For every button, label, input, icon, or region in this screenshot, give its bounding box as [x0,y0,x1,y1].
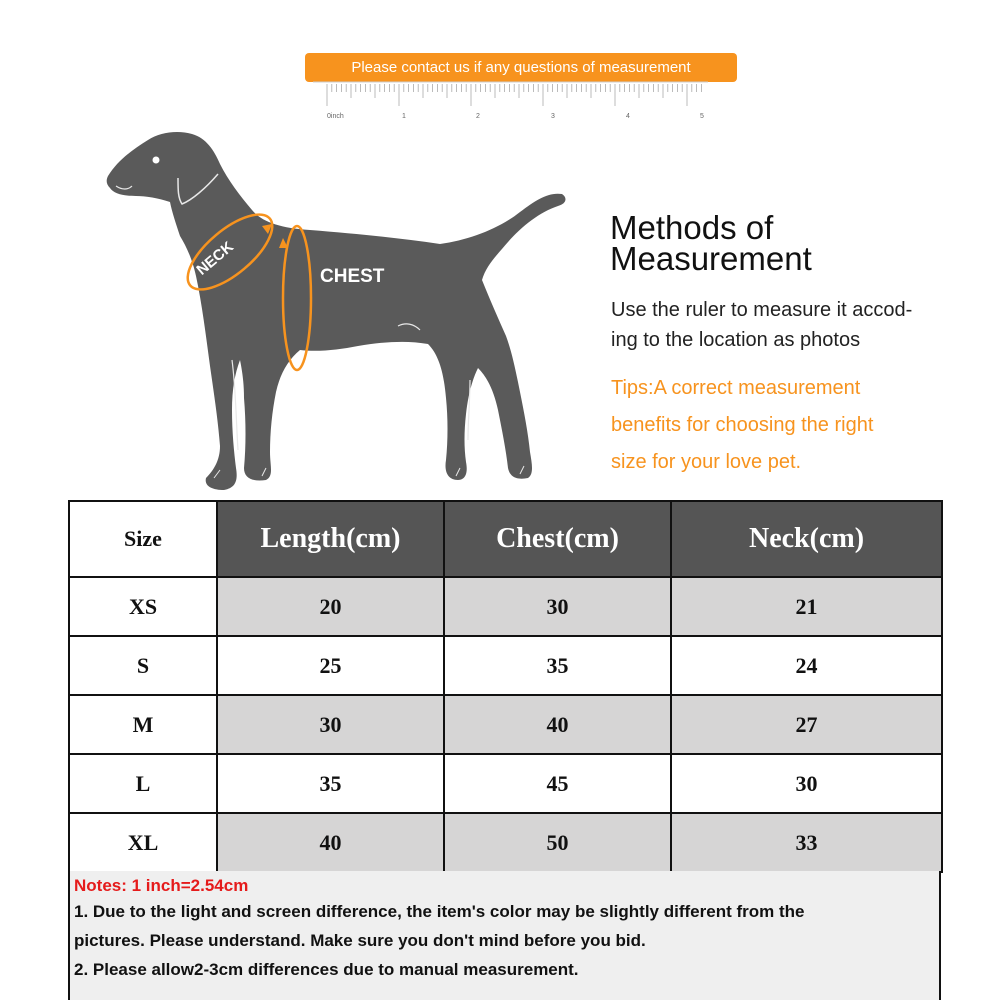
neck-cell: 21 [671,577,942,636]
methods-title-line: Measurement [610,240,812,277]
notes-title: Notes: 1 inch=2.54cm [74,876,249,895]
tips-line: benefits for choosing the right [611,414,874,436]
chest-cell: 30 [444,577,671,636]
size-cell: XL [69,813,217,872]
table-header-row [69,501,942,577]
header-chest: Chest(cm) [444,501,671,577]
table-row [69,695,942,754]
ruler-label: 3 [551,113,555,120]
ruler-label: 4 [626,113,630,120]
size-cell: S [69,636,217,695]
neck-label: NECK [193,238,237,279]
table-row [69,813,942,872]
dog-eye [153,157,160,164]
header-neck: Neck(cm) [671,501,942,577]
tips-line: Tips:A correct measurement [611,377,861,399]
ruler-label: 2 [476,113,480,120]
methods-desc-line: Use the ruler to measure it accod- [611,299,913,321]
methods-description [611,295,956,355]
ruler-ticks [327,84,701,106]
table-row [69,636,942,695]
dog-body [107,132,566,490]
length-cell: 25 [217,636,444,695]
ruler [313,80,733,128]
table-row [69,754,942,813]
neck-cell: 24 [671,636,942,695]
ruler-label: 5 [700,113,704,120]
chest-cell: 45 [444,754,671,813]
length-cell: 35 [217,754,444,813]
chest-cell: 35 [444,636,671,695]
note-line: 2. Please allow2-3cm differences due to manual measurement. [74,960,579,979]
size-cell: L [69,754,217,813]
header-size: Size [69,501,217,577]
neck-cell: 33 [671,813,942,872]
tips-line: size for your love pet. [611,451,802,473]
ruler-label: 1 [402,113,406,120]
notes-section [68,871,941,1000]
contact-banner: Please contact us if any questions of measurement [305,53,737,82]
chest-label: CHEST [320,266,385,287]
neck-cell: 30 [671,754,942,813]
methods-tips [611,370,956,481]
methods-desc-line: ing to the location as photos [611,329,861,351]
dog-illustration [100,128,580,498]
neck-cell: 27 [671,695,942,754]
note-line: 1. Due to the light and screen difference, the item's color may be slightly different from the [74,902,805,921]
ruler-label: 0inch [327,113,344,120]
dog-silhouette [100,128,580,498]
length-cell: 40 [217,813,444,872]
chest-cell: 50 [444,813,671,872]
methods-title-line: Methods of [610,209,774,246]
note-line: pictures. Please understand. Make sure you don't mind before you bid. [74,931,646,950]
size-table [68,500,943,873]
methods-title [610,209,970,277]
table-row [69,577,942,636]
size-cell: M [69,695,217,754]
size-cell: XS [69,577,217,636]
header-length: Length(cm) [217,501,444,577]
length-cell: 20 [217,577,444,636]
length-cell: 30 [217,695,444,754]
chest-cell: 40 [444,695,671,754]
ruler-graphic [313,80,733,128]
